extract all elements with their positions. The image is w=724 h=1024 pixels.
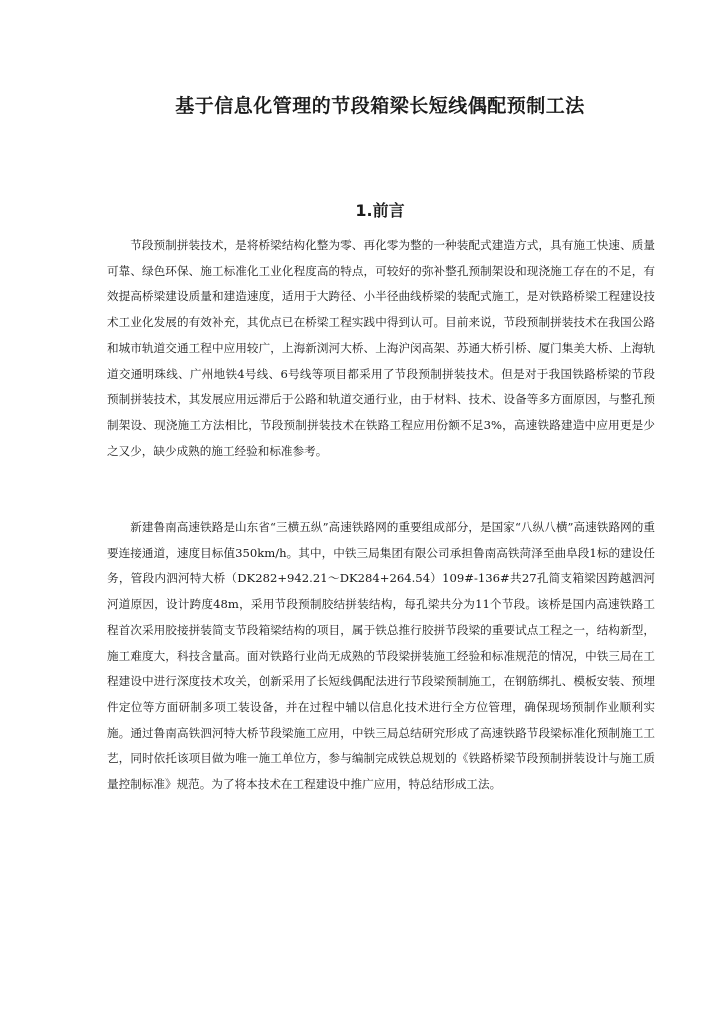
section-heading-foreword: 1.前言 (355, 201, 405, 220)
body-paragraph-1: 节段预制拼装技术，是将桥梁结构化整为零、再化零为整的一种装配式建造方式，具有施工快速、质量可靠、绿色环保、施工标准化工业化程度高的特点，可较好的弥补整孔预制架设和现浇施工存在的不足，有效提高桥梁建设质量和建造速度，适用于大跨径、小半径曲线桥梁的装配式施工，是对铁路桥梁工程建设技术工业化发展的有效补充，其优点已在桥梁工程实践中得到认可。目前来说，节段预制拼装技术在我国公路和城市轨道交通工程中应用较广，上海新浏河大桥、上海沪闵高架、苏通大桥引桥、厦门集美大桥、上海轨道交通明珠线、广州地铁4号线、6号线等项目都采用了节段预制拼装技术。但是对于我国铁路桥梁的节段预制拼装技术，其发展应用远滞后于公路和轨道交通行业，由于材料、技术、设备等多方面原因，与整孔预制架设、现浇施工方法相比，节段预制拼装技术在铁路工程应用份额不足3%，高速铁路建造中应用更是少之又少，缺少成熟的施工经验和标准参考。 (107, 238, 655, 458)
body-paragraph-2: 新建鲁南高速铁路是山东省“三横五纵”高速铁路网的重要组成部分，是国家“八纵八横”高速铁路网的重要连接通道，速度目标值350km/h。其中，中铁三局集团有限公司承担鲁南高铁菏泽至曲阜段1标的建设任务，管段内泗河特大桥（DK282+942.21～DK284+264.54）109#-136#共27孔简支箱梁因跨越泗河河道原因，设计跨度48m，采用节段预制胶结拼装结构，每孔梁共分为11个节段。该桥是国内高速铁路工程首次采用胶接拼装简支节段箱梁结构的项目，属于铁总推行胶拼节段梁的重要试点工程之一，结构新型，施工难度大，科技含量高。面对铁路行业尚无成熟的节段梁拼装施工经验和标准规范的情况，中铁三局在工程建设中进行深度技术攻关，创新采用了长短线偶配法进行节段梁预制施工，在钢筋绑扎、模板安装、预埋件定位等方面研制多项工装设备，并在过程中辅以信息化技术进行全方位管理，确保现场预制作业顺利实施。通过鲁南高铁泗河特大桥节段梁施工应用，中铁三局总结研究形成了高速铁路节段梁标准化预制施工工艺，同时依托该项目做为唯一施工单位方，参与编制完成铁总规划的《铁路桥梁节段预制拼装设计与施工质量控制标准》规范。为了将本技术在工程建设中推广应用，特总结形成工法。 (107, 520, 655, 792)
document-title: 基于信息化管理的节段箱梁长短线偶配预制工法 (175, 95, 585, 117)
